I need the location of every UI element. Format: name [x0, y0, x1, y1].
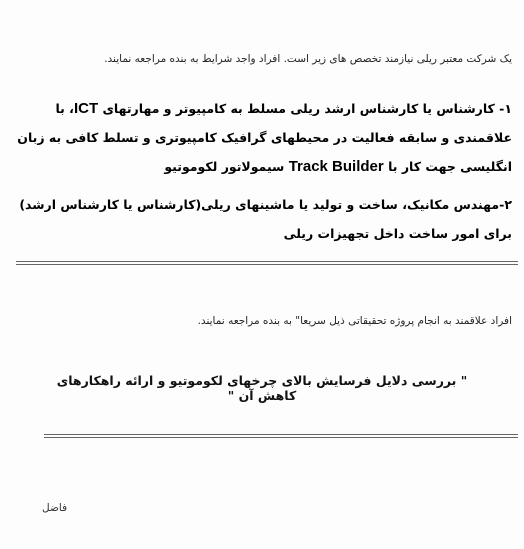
research-call-text: افراد علاقمند به انجام پروژه تحقیقاتی ذیل سریعا" به بنده مراجعه نمایند. [197, 315, 512, 327]
item1-tail: سیمولاتور لکوموتیو [164, 159, 289, 174]
intro-text: یک شرکت معتبر ریلی نیازمند تخصص های زیر است. افراد واجد شرایط به بنده مراجعه نمایند. [104, 53, 512, 65]
signature: فاضل [42, 502, 68, 514]
item1-ict: ICT [73, 100, 99, 117]
divider-2 [44, 434, 518, 438]
project-title: " بررسی دلایل فرسایش بالای چرخهای لکوموتیو و ارائه راهکارهای کاهش آن " [56, 373, 468, 403]
item1-lead: ۱- کارشناس یا کارشناس ارشد ریلی مسلط به کامپیوتر و مهارتهای [98, 101, 512, 116]
requirement-item-2: ۲-مهندس مکانیک، ساخت و تولید یا ماشینهای ریلی(کارشناس یا کارشناس ارشد) برای امور ساخت داخل تجهیزات ریلی [19, 197, 512, 241]
requirement-item-1 [12, 94, 512, 181]
divider-1 [16, 261, 518, 265]
item1-rest: ، با علاقمندی و سابقه فعالیت در محیطهای گرافیک کامپیوتری و تسلط کافی به زبان انگلیسی جهت کار با [17, 101, 512, 174]
item1-tool: Track Builder [288, 158, 384, 175]
